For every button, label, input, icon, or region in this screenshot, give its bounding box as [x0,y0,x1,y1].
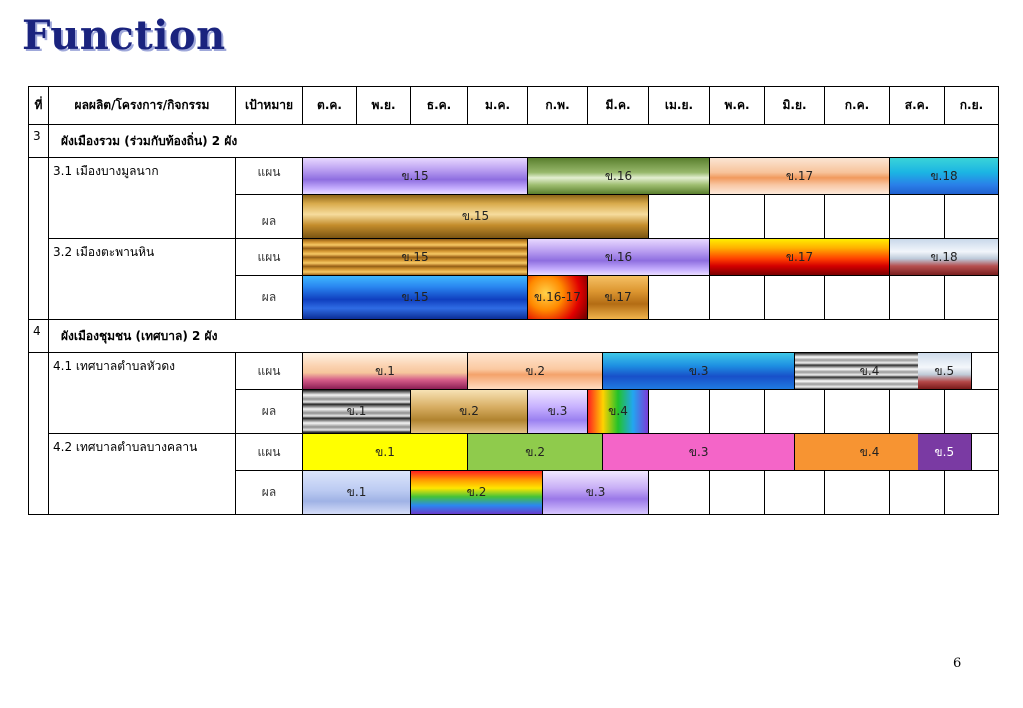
header-month: ก.พ. [528,87,588,125]
header-month: เม.ย. [649,87,710,125]
month-gridline [764,195,765,238]
gantt-bar: ข.16 [528,239,710,275]
plan-row [29,434,999,471]
header-month: ก.ย. [945,87,999,125]
gantt-bar: ข.5 [918,353,973,389]
section-row [29,125,999,158]
month-gridline [648,195,649,238]
month-gridline [709,195,710,238]
month-gridline [889,390,890,433]
result-label: ผล [236,276,303,320]
section-title: ผังเมืองชุมชน (เทศบาล) 2 ผัง [49,320,999,353]
gantt-bar: ข.15 [303,195,649,238]
month-gridline [648,390,649,433]
gantt-bar: ข.2 [468,434,603,470]
gantt-bar: ข.4 [588,390,649,433]
gantt-bar: ข.5 [918,434,973,470]
gantt-bar: ข.15 [303,276,528,319]
header-target: เป้าหมาย [236,87,303,125]
month-gridline [764,471,765,514]
item-name: 4.2 เทศบาลตำบลบางคลาน [49,434,236,515]
gantt-bar: ข.16 [528,158,710,194]
month-gridline [889,239,890,275]
item-name: 4.1 เทศบาลตำบลหัวดง [49,353,236,434]
header-month: ก.ค. [825,87,890,125]
schedule-table [28,86,999,515]
gantt-bar: ข.2 [411,390,528,433]
result-label: ผล [236,471,303,515]
gantt-bar: ข.3 [603,434,795,470]
section-number: 3 [29,125,49,158]
month-gridline [587,276,588,319]
gantt-bar: ข.18 [890,239,999,275]
gantt-bar: ข.1 [303,471,411,514]
header-month: มี.ค. [588,87,649,125]
month-gridline [709,239,710,275]
month-gridline [410,471,411,514]
section-index-spacer [29,158,49,320]
header-month: ส.ค. [890,87,945,125]
month-gridline [467,434,468,470]
month-gridline [944,195,945,238]
plan-label: แผน [236,434,303,471]
gantt-bar: ข.2 [468,353,603,389]
month-gridline [824,276,825,319]
gantt-bar: ข.3 [543,471,649,514]
gantt-bar: ข.17 [588,276,649,319]
page-number: 6 [953,656,962,671]
month-gridline [889,471,890,514]
header-month: ต.ค. [303,87,357,125]
timeline [303,353,999,390]
item-name: 3.1 เมืองบางมูลนาก [49,158,236,239]
gantt-bar: ข.15 [303,158,528,194]
gantt-bar: ข.15 [303,239,528,275]
month-gridline [709,471,710,514]
timeline [303,390,999,434]
gantt-bar: ข.4 [795,353,945,389]
plan-row [29,239,999,276]
month-gridline [709,276,710,319]
month-gridline [709,390,710,433]
month-gridline [648,276,649,319]
gantt-bar: ข.1 [303,434,468,470]
month-gridline [824,471,825,514]
gantt-bar: ข.1 [303,390,411,433]
month-gridline [467,353,468,389]
gantt-bar: ข.4 [795,434,945,470]
section-row [29,320,999,353]
month-gridline [889,158,890,194]
month-gridline [648,471,649,514]
plan-row [29,353,999,390]
header-month: มิ.ย. [765,87,825,125]
timeline [303,276,999,320]
section-number: 4 [29,320,49,353]
gantt-bar: ข.3 [603,353,795,389]
month-gridline [587,390,588,433]
month-gridline [527,276,528,319]
gantt-bar: ข.17 [710,239,890,275]
plan-label: แผน [236,158,303,195]
section-index-spacer [29,353,49,515]
month-gridline [944,276,945,319]
month-gridline [527,239,528,275]
month-gridline [889,195,890,238]
month-gridline [764,276,765,319]
timeline [303,195,999,239]
result-label: ผล [236,195,303,239]
result-label: ผล [236,390,303,434]
header-month: พ.ค. [710,87,765,125]
section-title: ผังเมืองรวม (ร่วมกับท้องถิ่น) 2 ผัง [49,125,999,158]
header-output: ผลผลิต/โครงการ/กิจกรรม [49,87,236,125]
plan-label: แผน [236,239,303,276]
month-gridline [944,390,945,433]
header-month: ม.ค. [468,87,528,125]
month-gridline [527,390,528,433]
month-gridline [824,390,825,433]
gantt-bar: ข.17 [710,158,890,194]
plan-row [29,158,999,195]
timeline [303,471,999,515]
month-gridline [764,390,765,433]
gantt-bar: ข.3 [528,390,588,433]
month-gridline [944,471,945,514]
header-no: ที่ [29,87,49,125]
gantt-bar: ข.2 [411,471,543,514]
month-gridline [824,195,825,238]
plan-label: แผน [236,353,303,390]
timeline [303,239,999,276]
header-row [29,87,999,125]
gantt-bar: ข.18 [890,158,999,194]
month-gridline [709,158,710,194]
timeline [303,434,999,471]
header-month: พ.ย. [357,87,411,125]
page-title: Function [22,12,226,59]
month-gridline [410,390,411,433]
month-gridline [889,276,890,319]
item-name: 3.2 เมืองตะพานหิน [49,239,236,320]
timeline [303,158,999,195]
month-gridline [527,158,528,194]
gantt-bar: ข.16-17 [528,276,588,319]
header-month: ธ.ค. [411,87,468,125]
gantt-bar: ข.1 [303,353,468,389]
